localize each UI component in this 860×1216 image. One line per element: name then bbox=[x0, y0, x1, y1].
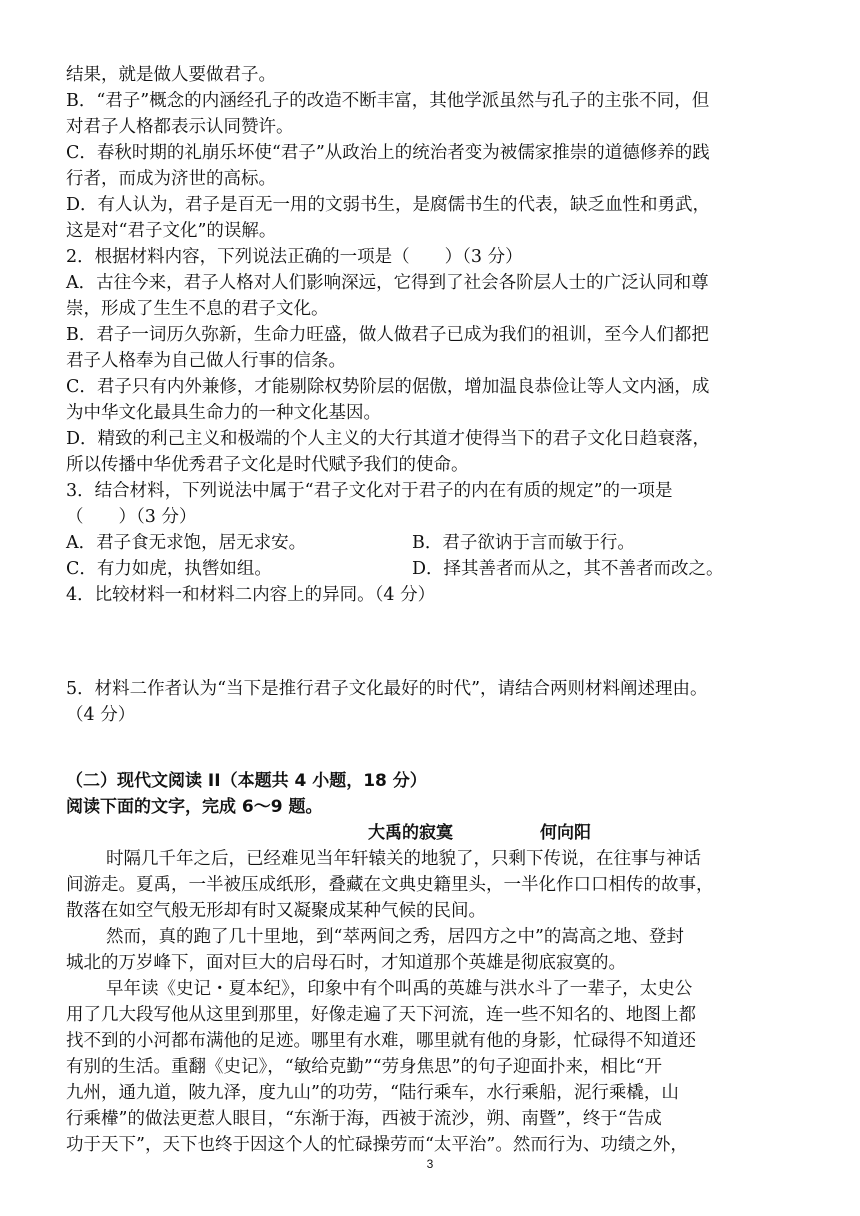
q3-option-c: C．有力如虎，执辔如组。 bbox=[66, 559, 272, 579]
q2-line: B．君子一词历久弥新，生命力旺盛，做人做君子已成为我们的祖训，至今人们都把 bbox=[66, 325, 709, 345]
section-instruction: 阅读下面的文字，完成 6～9 题。 bbox=[66, 797, 323, 817]
paragraph-line: 城北的万岁峰下，面对巨大的启母石时，才知道那个英雄是彻底寂寞的。 bbox=[66, 953, 626, 973]
page-number: 3 bbox=[426, 1157, 434, 1171]
paragraph-line: 间游走。夏禹，一半被压成纸形，叠藏在文典史籍里头，一半化作口口相传的故事， bbox=[66, 875, 714, 895]
q3-stem: （ ）（3 分） bbox=[66, 507, 197, 527]
paragraph-line: 九州，通九道，陂九泽，度九山”的功劳，“陆行乘车，水行乘船，泥行乘橇，山 bbox=[66, 1083, 679, 1103]
paragraph-line: 行乘檋”的做法更惹人眼目，“东渐于海，西被于流沙，朔、南暨”，终于“告成 bbox=[66, 1109, 662, 1129]
q1-line: 结果，就是做人要做君子。 bbox=[66, 65, 276, 85]
q2-line: A．古往今来，君子人格对人们影响深远，它得到了社会各阶层人士的广泛认同和尊 bbox=[66, 273, 709, 293]
q2-line: 2．根据材料内容，下列说法正确的一项是（ ）（3 分） bbox=[66, 247, 523, 267]
q5-line: （4 分） bbox=[66, 705, 136, 725]
paragraph-line: 散落在如空气般无形却有时又凝聚成某种气候的民间。 bbox=[66, 901, 486, 921]
q1-line: 对君子人格都表示认同赞许。 bbox=[66, 117, 294, 137]
q3-stem: 3．结合材料，下列说法中属于“君子文化对于君子的内在有质的规定”的一项是 bbox=[66, 481, 673, 501]
q1-line: D．有人认为，君子是百无一用的文弱书生，是腐儒书生的代表，缺乏血性和勇武， bbox=[66, 195, 711, 215]
q2-line: 君子人格奉为自己做人行事的信条。 bbox=[66, 351, 346, 371]
article-title: 大禹的寂寞 bbox=[368, 823, 453, 843]
q3-option-b: B．君子欲讷于言而敏于行。 bbox=[412, 533, 635, 553]
q1-line: B．“君子”概念的内涵经孔子的改造不断丰富，其他学派虽然与孔子的主张不同，但 bbox=[66, 91, 710, 111]
q2-line: D．精致的利己主义和极端的个人主义的大行其道才使得当下的君子文化日趋衰落， bbox=[66, 429, 711, 449]
paragraph-line: 早年读《史记・夏本纪》，印象中有个叫禹的英雄与洪水斗了一辈子，太史公 bbox=[106, 979, 693, 999]
paragraph-line: 找不到的小河都布满他的足迹。哪里有水难，哪里就有他的身影，忙碌得不知道还 bbox=[66, 1031, 696, 1051]
article-author: 何向阳 bbox=[540, 823, 591, 843]
paragraph-line: 功于天下”，天下也终于因这个人的忙碌操劳而“太平治”。然而行为、功绩之外， bbox=[66, 1135, 688, 1155]
q3-option-d: D．择其善者而从之，其不善者而改之。 bbox=[412, 559, 724, 579]
section-heading: （二）现代文阅读 II（本题共 4 小题，18 分） bbox=[66, 771, 427, 791]
paragraph-line: 有别的生活。重翻《史记》，“敏给克勤”“劳身焦思”的句子迎面扑来，相比“开 bbox=[66, 1057, 662, 1077]
paragraph-line: 然而，真的跑了几十里地，到“萃两间之秀，居四方之中”的嵩高之地、登封 bbox=[106, 927, 684, 947]
q2-line: 所以传播中华优秀君子文化是时代赋予我们的使命。 bbox=[66, 455, 469, 475]
q5-line: 5．材料二作者认为“当下是推行君子文化最好的时代”，请结合两则材料阐述理由。 bbox=[66, 679, 708, 699]
q4-text: 4．比较材料一和材料二内容上的异同。（4 分） bbox=[66, 585, 436, 605]
q1-line: C．春秋时期的礼崩乐坏使“君子”从政治上的统治者变为被儒家推崇的道德修养的践 bbox=[66, 143, 710, 163]
q1-line: 这是对“君子文化”的误解。 bbox=[66, 221, 277, 241]
paragraph-line: 时隔几千年之后，已经难见当年轩辕关的地貌了，只剩下传说，在往事与神话 bbox=[106, 849, 701, 869]
q2-line: C．君子只有内外兼修，才能剔除权势阶层的倨傲，增加温良恭俭让等人文内涵，成 bbox=[66, 377, 710, 397]
q3-option-a: A．君子食无求饱，居无求安。 bbox=[66, 533, 307, 553]
q2-line: 为中华文化最具生命力的一种文化基因。 bbox=[66, 403, 381, 423]
q1-line: 行者，而成为济世的高标。 bbox=[66, 169, 276, 189]
q2-line: 崇，形成了生生不息的君子文化。 bbox=[66, 299, 329, 319]
paragraph-line: 用了几大段写他从这里到那里，好像走遍了天下河流，连一些不知名的、地图上都 bbox=[66, 1005, 696, 1025]
